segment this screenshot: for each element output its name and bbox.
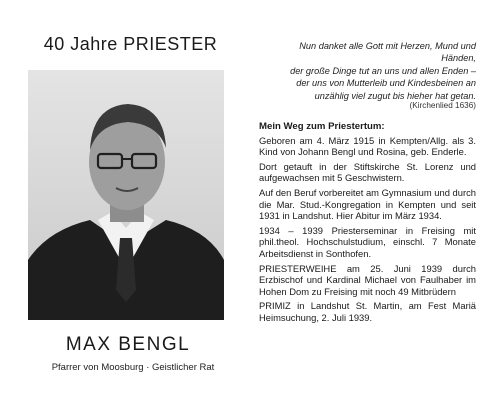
biography-paragraph: Geboren am 4. März 1915 in Kempten/Allg. als 3. Kind von Johann Bengl und Rosina, geb. Enderle. (259, 134, 476, 158)
hymn-line: Händen, (441, 53, 476, 64)
hymn-line: unzählig viel zugut bis hieher hat getan. (314, 90, 476, 101)
biography-paragraph: PRIMIZ in Landshut St. Martin, am Fest Mariä Heimsuchung, 2. Juli 1939. (259, 300, 476, 323)
person-name: MAX BENGL (65, 334, 191, 355)
hymn-line: der uns von Mutterleib und Kindesbeinen an (296, 78, 476, 89)
hymn-quote (258, 40, 476, 102)
hymn-line: Nun danket alle Gott mit Herzen, Mund und (299, 41, 476, 51)
biography-paragraph: PRIESTERWEIHE am 25. Juni 1939 durch Erzbischof und Kardinal Michael von Faulhaber im Hohen Dom zu Freising mit noch 49 Mitbrüdern (259, 262, 476, 297)
person-title: Pfarrer von Moosburg · Geistlicher Rat (51, 362, 215, 373)
card-header: 40 Jahre PRIESTER (43, 34, 218, 54)
portrait-photo (28, 70, 224, 320)
biography-paragraph: 1934 – 1939 Priesterseminar in Freising mit phil.theol. Hochschulstudium, einschl. 7 Monate Arbeitsdienst in Sonthofen. (259, 224, 476, 259)
hymn-line: der große Dinge tut an uns und allen Enden – (290, 65, 476, 76)
hymn-source: (Kirchenlied 1636) (409, 101, 476, 110)
biography-paragraph: Auf den Beruf vorbereitet am Gymnasium und durch die Mar. Stud.-Kongregation in Kempten und seit 1931 in Landshut. Hier Abitur im März 1934. (259, 186, 476, 222)
biography-heading: Mein Weg zum Priestertum: (259, 121, 385, 132)
biography-paragraph: Dort getauft in der Stiftskirche St. Lorenz und aufgewachsen mit 5 Geschwistern. (259, 160, 476, 184)
biography (259, 121, 476, 327)
